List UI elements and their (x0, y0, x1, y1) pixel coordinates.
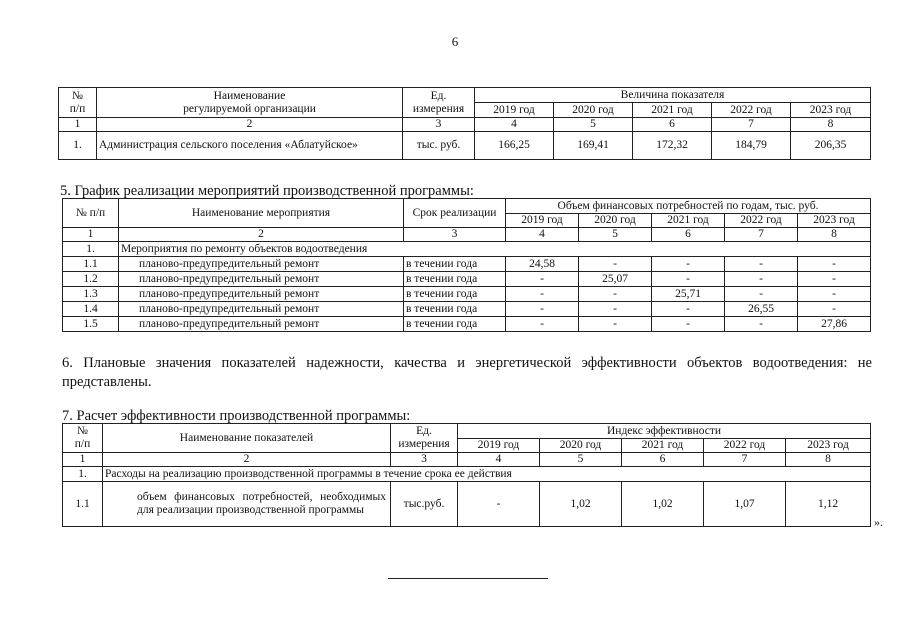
row-num: 1.3 (63, 287, 119, 302)
measure-name: планово-предупредительный ремонт (119, 287, 404, 302)
group-name: Мероприятия по ремонту объектов водоотведения (119, 242, 871, 257)
column-index: 7 (725, 228, 798, 242)
value-cell: 169,41 (554, 132, 633, 160)
group-num: 1. (63, 467, 103, 482)
value-cell: - (579, 257, 652, 272)
value-cell: - (652, 317, 725, 332)
column-index: 5 (579, 228, 652, 242)
group-num: 1. (63, 242, 119, 257)
value-cell: - (458, 482, 540, 527)
measure-term: в течении года (404, 287, 506, 302)
column-index: 4 (506, 228, 579, 242)
column-index: 3 (404, 228, 506, 242)
header-num: № п/п (63, 199, 119, 228)
value-cell: - (725, 257, 798, 272)
column-index: 6 (622, 453, 704, 467)
column-index: 8 (798, 228, 871, 242)
row-num: 1. (59, 132, 97, 160)
value-cell: 184,79 (712, 132, 791, 160)
table-row (63, 257, 871, 272)
value-cell: - (652, 302, 725, 317)
column-index: 4 (458, 453, 540, 467)
measure-term: в течении года (404, 317, 506, 332)
row-num: 1.4 (63, 302, 119, 317)
column-index-row (63, 228, 871, 242)
measure-name: планово-предупредительный ремонт (119, 302, 404, 317)
header-year: 2021 год (633, 103, 712, 118)
header-year: 2023 год (798, 214, 871, 228)
value-cell: - (652, 257, 725, 272)
header-organization: Наименование регулируемой организации (97, 88, 403, 118)
group-name: Расходы на реализацию производственной программы в течение срока ее действия (103, 467, 871, 482)
column-index: 3 (403, 118, 475, 132)
table-row (63, 482, 871, 527)
value-cell: 206,35 (791, 132, 871, 160)
header-year: 2019 год (506, 214, 579, 228)
header-num: № п/п (63, 424, 103, 453)
column-index: 5 (554, 118, 633, 132)
measure-term: в течении года (404, 257, 506, 272)
value-cell: - (798, 257, 871, 272)
column-index: 4 (475, 118, 554, 132)
value-cell: 24,58 (506, 257, 579, 272)
header-year: 2020 год (554, 103, 633, 118)
header-year: 2023 год (786, 439, 871, 453)
value-cell: - (725, 287, 798, 302)
value-cell: - (579, 302, 652, 317)
measure-name: планово-предупредительный ремонт (119, 272, 404, 287)
value-cell: - (798, 272, 871, 287)
footer-divider (388, 578, 548, 579)
column-index-row (63, 453, 871, 467)
group-row (63, 242, 871, 257)
value-cell: - (725, 317, 798, 332)
value-cell: - (652, 272, 725, 287)
row-num: 1.1 (63, 257, 119, 272)
header-year: 2019 год (475, 103, 554, 118)
section6-text: 6. Плановые значения показателей надежности, качества и энергетической эффективности объектов водоотведения: не представлены. (62, 355, 872, 390)
header-year: 2019 год (458, 439, 540, 453)
column-index: 6 (633, 118, 712, 132)
header-finance: Объем финансовых потребностей по годам, тыс. руб. (506, 199, 871, 214)
table-row (63, 317, 871, 332)
value-cell: - (506, 272, 579, 287)
value-cell: - (579, 287, 652, 302)
value-cell: 166,25 (475, 132, 554, 160)
section5-heading: 5. График реализации мероприятий производственной программы: (60, 183, 474, 199)
table-row (63, 302, 871, 317)
organization-name: Администрация сельского поселения «Аблатуйское» (97, 132, 403, 160)
value-cell: 27,86 (798, 317, 871, 332)
row-num: 1.5 (63, 317, 119, 332)
header-indicator-name: Наименование показателей (103, 424, 391, 453)
column-index: 2 (103, 453, 391, 467)
column-index: 2 (119, 228, 404, 242)
header-year: 2023 год (791, 103, 871, 118)
table-row (59, 132, 871, 160)
value-cell: - (506, 287, 579, 302)
header-year: 2020 год (540, 439, 622, 453)
header-measure: Наименование мероприятия (119, 199, 404, 228)
column-index: 8 (791, 118, 871, 132)
indicator-name: объем финансовых потребностей, необходимых для реализации производственной программы (103, 482, 391, 527)
row-unit: тыс. руб. (403, 132, 475, 160)
column-index: 1 (63, 453, 103, 467)
efficiency-table (62, 423, 871, 527)
column-index: 2 (97, 118, 403, 132)
section7-heading: 7. Расчет эффективности производственной программы: (62, 408, 411, 424)
closing-quote: ». (874, 515, 883, 529)
value-cell: 25,07 (579, 272, 652, 287)
header-year: 2022 год (725, 214, 798, 228)
value-cell: - (579, 317, 652, 332)
column-index: 1 (59, 118, 97, 132)
header-year: 2022 год (712, 103, 791, 118)
page-number: 6 (451, 34, 459, 49)
value-cell: 1,12 (786, 482, 871, 527)
header-indicator-value: Величина показателя (475, 88, 871, 103)
column-index: 3 (391, 453, 458, 467)
header-unit: Ед. измерения (391, 424, 458, 453)
table-row (63, 287, 871, 302)
header-term: Срок реализации (404, 199, 506, 228)
header-efficiency-index: Индекс эффективности (458, 424, 871, 439)
column-index: 5 (540, 453, 622, 467)
row-unit: тыс.руб. (391, 482, 458, 527)
row-num: 1.1 (63, 482, 103, 527)
value-cell: - (725, 272, 798, 287)
column-index: 6 (652, 228, 725, 242)
measure-term: в течении года (404, 272, 506, 287)
measure-name: планово-предупредительный ремонт (119, 257, 404, 272)
header-year: 2021 год (622, 439, 704, 453)
column-index: 7 (712, 118, 791, 132)
value-cell: - (506, 317, 579, 332)
header-year: 2022 год (704, 439, 786, 453)
header-num: № п/п (59, 88, 97, 118)
schedule-table (62, 198, 871, 332)
measure-name: планово-предупредительный ремонт (119, 317, 404, 332)
column-index-row (59, 118, 871, 132)
column-index: 8 (786, 453, 871, 467)
value-cell: 26,55 (725, 302, 798, 317)
value-cell: - (798, 302, 871, 317)
value-cell: 1,02 (540, 482, 622, 527)
value-cell: 1,02 (622, 482, 704, 527)
value-cell: - (506, 302, 579, 317)
column-index: 1 (63, 228, 119, 242)
measure-term: в течении года (404, 302, 506, 317)
row-num: 1.2 (63, 272, 119, 287)
value-cell: 25,71 (652, 287, 725, 302)
value-cell: - (798, 287, 871, 302)
table-row (63, 272, 871, 287)
column-index: 7 (704, 453, 786, 467)
header-year: 2021 год (652, 214, 725, 228)
header-year: 2020 год (579, 214, 652, 228)
indicator-value-table (58, 87, 871, 160)
header-unit: Ед. измерения (403, 88, 475, 118)
value-cell: 172,32 (633, 132, 712, 160)
group-row (63, 467, 871, 482)
value-cell: 1,07 (704, 482, 786, 527)
